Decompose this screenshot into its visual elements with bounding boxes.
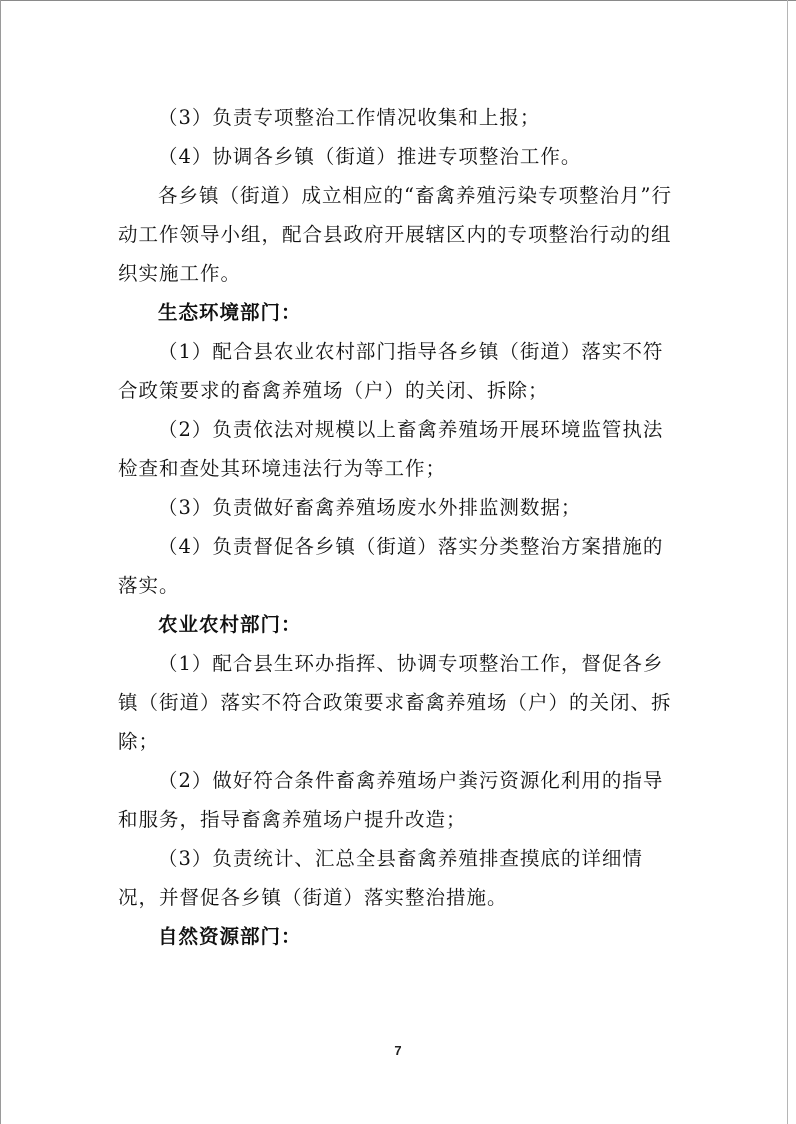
paragraph: （4）负责督促各乡镇（街道）落实分类整治方案措施的落实。 xyxy=(118,535,664,597)
document-body xyxy=(118,98,673,956)
scan-border-top xyxy=(0,0,796,1)
section-heading: 自然资源部门： xyxy=(158,925,302,948)
scan-border-right xyxy=(787,0,788,1124)
paragraph: （4）协调各乡镇（街道）推进专项整治工作。 xyxy=(158,145,582,168)
scan-border-left xyxy=(0,0,1,1124)
paragraph: （2）做好符合条件畜禽养殖场户粪污资源化利用的指导和服务，指导畜禽养殖场户提升改造； xyxy=(118,769,664,831)
paragraph: （3）负责专项整治工作情况收集和上报； xyxy=(158,106,541,129)
paragraph: （1）配合县农业农村部门指导各乡镇（街道）落实不符合政策要求的畜禽养殖场（户）的关闭、拆除； xyxy=(118,340,664,402)
section-heading: 农业农村部门： xyxy=(158,613,302,636)
paragraph: （3）负责统计、汇总全县畜禽养殖排查摸底的详细情况，并督促各乡镇（街道）落实整治措施。 xyxy=(118,847,643,909)
paragraph: 各乡镇（街道）成立相应的“畜禽养殖污染专项整治月”行动工作领导小组，配合县政府开展辖区内的专项整治行动的组织实施工作。 xyxy=(118,184,672,285)
paragraph: （3）负责做好畜禽养殖场废水外排监测数据； xyxy=(158,496,582,519)
paragraph: （2）负责依法对规模以上畜禽养殖场开展环境监管执法检查和查处其环境违法行为等工作； xyxy=(118,418,664,480)
paragraph: （1）配合县生环办指挥、协调专项整治工作，督促各乡镇（街道）落实不符合政策要求畜禽养殖场（户）的关闭、拆除； xyxy=(118,652,672,753)
section-heading: 生态环境部门： xyxy=(158,301,302,324)
page-number: 7 xyxy=(394,1043,402,1058)
